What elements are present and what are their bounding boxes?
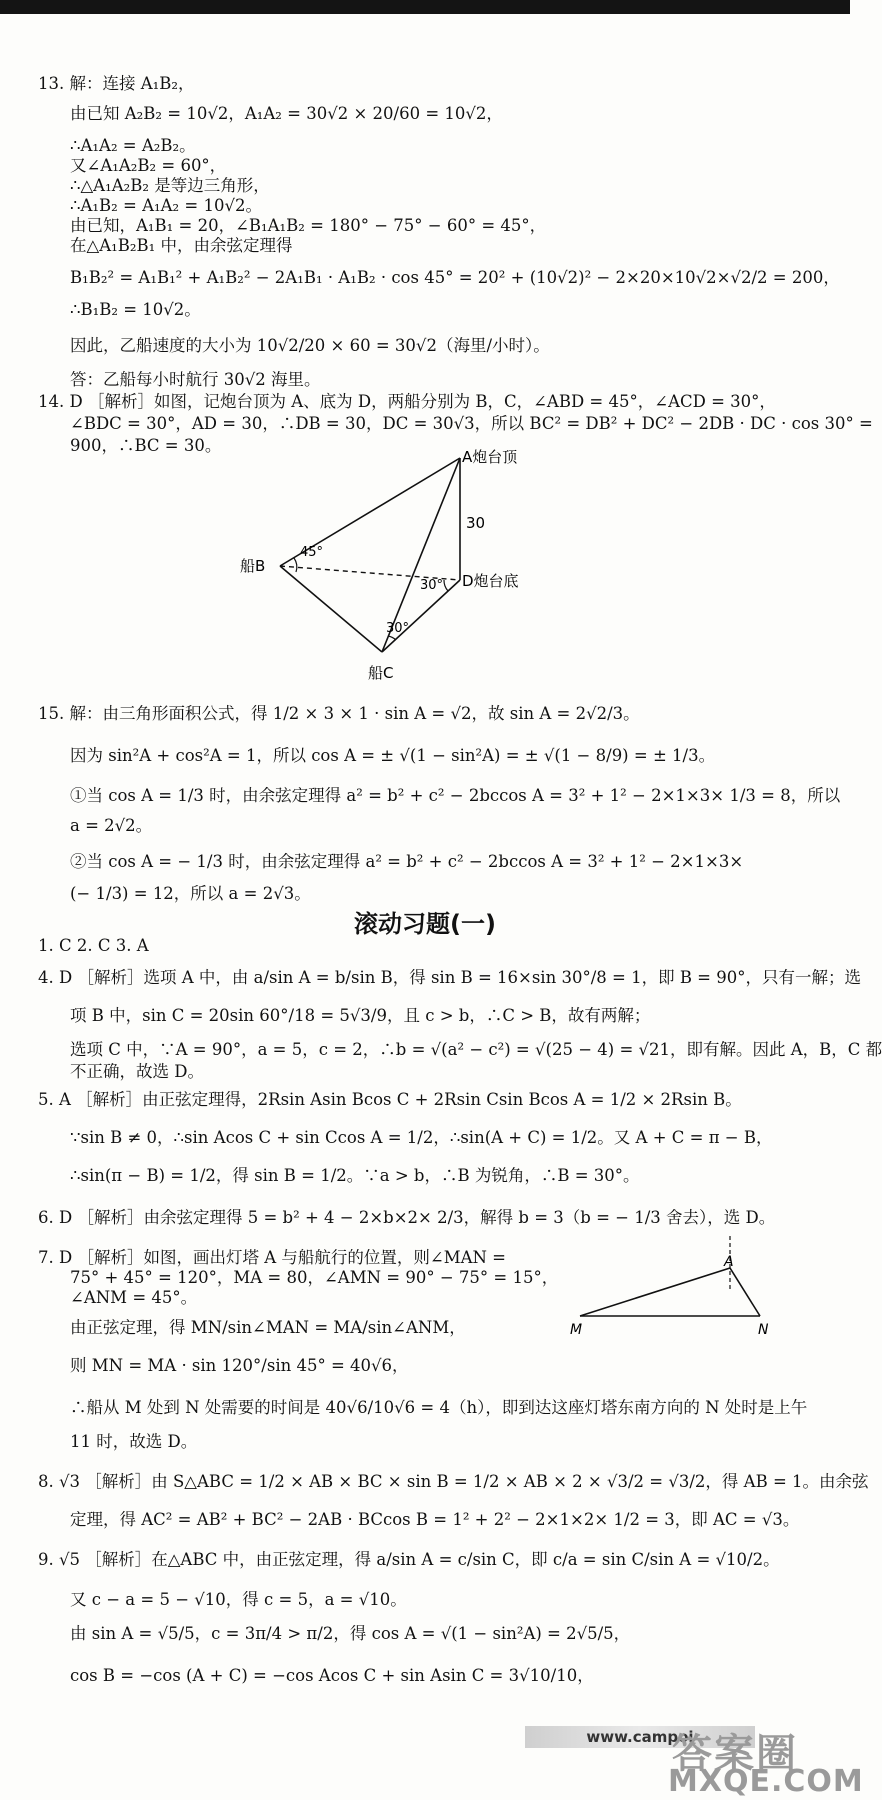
text-line: B₁B₂² = A₁B₁² + A₁B₂² − 2A₁B₁ · A₁B₂ · cos 45° = 20² + (10√2)² − 2×20×10√2×√2/2 = 200，: [70, 268, 840, 287]
fig14-label-b: 船B: [240, 557, 266, 575]
text-line: 11 时，故选 D。: [70, 1432, 198, 1451]
text-line: ∠BDC = 30°，AD = 30，∴DB = 30，DC = 30√3，所以 BC² = DB² + DC² − 2DB · DC · cos 30° =: [70, 414, 873, 433]
text-line: ∴A₁B₂ = A₁A₂ = 10√2。: [70, 196, 262, 215]
text-line: 由 sin A = √5/5，c = 3π/4 > π/2，得 cos A = √(1 − sin²A) = 2√5/5，: [70, 1624, 631, 1643]
text-line: 6. D ［解析］由余弦定理得 5 = b² + 4 − 2×b×2× 2/3，解得 b = 3（b = − 1/3 舍去），选 D。: [38, 1208, 776, 1227]
text-line: ②当 cos A = − 1/3 时，由余弦定理得 a² = b² + c² − 2bccos A = 3² + 1² − 2×1×3×: [70, 852, 744, 871]
text-line: 因为 sin²A + cos²A = 1，所以 cos A = ± √(1 − sin²A) = ± √(1 − 8/9) = ± 1/3。: [70, 746, 716, 765]
fig14-height: 30: [466, 514, 486, 532]
text-line: 又 c − a = 5 − √10，得 c = 5，a = √10。: [70, 1590, 407, 1609]
text-line: 13. 解：连接 A₁B₂，: [38, 74, 195, 93]
text-line: 由正弦定理，得 MN/sin∠MAN = MA/sin∠ANM，: [70, 1318, 466, 1337]
text-line: 5. A ［解析］由正弦定理得，2Rsin Asin Bcos C + 2Rsin Csin Bcos A = 1/2 × 2Rsin B。: [38, 1090, 742, 1109]
fig14-angle-c: 30°: [386, 621, 410, 636]
text-line: 项 B 中，sin C = 20sin 60°/18 = 5√3/9，且 c > b，∴C > B，故有两解；: [70, 1006, 651, 1025]
footer-url: www.campoi: [525, 1726, 755, 1748]
text-line: ∠ANM = 45°。: [70, 1288, 198, 1307]
text-line: 定理，得 AC² = AB² + BC² − 2AB · BCcos B = 1² + 2² − 2×1×2× 1/2 = 3，即 AC = √3。: [70, 1510, 800, 1529]
text-line: 又∠A₁A₂B₂ = 60°，: [70, 156, 227, 175]
fig14-label-a: A炮台顶: [462, 448, 518, 466]
fig14-label-d: D炮台底: [462, 572, 519, 590]
fig7-label-m: M: [570, 1322, 583, 1338]
figure-7-diagram: [560, 1232, 780, 1342]
watermark-bottom-text: MXQE.COM: [668, 1764, 864, 1799]
text-line: 不正确，故选 D。: [70, 1062, 204, 1081]
text-line: 因此，乙船速度的大小为 10√2/20 × 60 = 30√2（海里/小时）。: [70, 336, 550, 355]
text-line: ∴B₁B₂ = 10√2。: [70, 300, 201, 319]
text-line: ∴sin(π − B) = 1/2，得 sin B = 1/2。∵a > b，∴B 为锐角，∴B = 30°。: [70, 1166, 640, 1185]
fig14-angle-b: 45°: [300, 545, 324, 560]
text-line: ∴△A₁A₂B₂ 是等边三角形，: [70, 176, 270, 195]
section-title: 滚动习题(一): [354, 910, 496, 938]
text-line: 由已知 A₂B₂ = 10√2，A₁A₂ = 30√2 × 20/60 = 10√2，: [70, 104, 503, 123]
fig7-label-a: A: [724, 1254, 734, 1270]
text-line: 9. √5 ［解析］在△ABC 中，由正弦定理，得 a/sin A = c/sin C，即 c/a = sin C/sin A = √10/2。: [38, 1550, 780, 1569]
text-line: 15. 解：由三角形面积公式，得 1/2 × 3 × 1 · sin A = √2，故 sin A = 2√2/3。: [38, 704, 640, 723]
text-line: ∴A₁A₂ = A₂B₂。: [70, 136, 196, 155]
text-line: 75° + 45° = 120°，MA = 80，∠AMN = 90° − 75° = 15°，: [70, 1268, 559, 1287]
text-line: 1. C 2. C 3. A: [38, 936, 149, 955]
text-line: 14. D ［解析］如图，记炮台顶为 A、底为 D，两船分别为 B，C，∠ABD = 45°，∠ACD = 30°，: [38, 392, 776, 411]
text-line: 由已知，A₁B₁ = 20，∠B₁A₁B₂ = 180° − 75° − 60° = 45°，: [70, 216, 547, 235]
text-line: a = 2√2。: [70, 816, 153, 835]
text-line: 则 MN = MA · sin 120°/sin 45° = 40√6，: [70, 1356, 409, 1375]
text-line: 7. D ［解析］如图，画出灯塔 A 与船航行的位置，则∠MAN =: [38, 1248, 507, 1267]
text-line: 900，∴BC = 30。: [70, 436, 222, 455]
text-line: 答：乙船每小时航行 30√2 海里。: [70, 370, 321, 389]
text-line: 4. D ［解析］选项 A 中，由 a/sin A = b/sin B，得 sin B = 16×sin 30°/8 = 1，即 B = 90°，只有一解；选: [38, 968, 862, 987]
text-line: 8. √3 ［解析］由 S△ABC = 1/2 × AB × BC × sin B = 1/2 × AB × 2 × √3/2 = √3/2，得 AB = 1。由余弦: [38, 1472, 869, 1491]
fig14-angle-d: 30°: [420, 578, 444, 593]
top-border: [0, 0, 850, 14]
text-line: (− 1/3) = 12，所以 a = 2√3。: [70, 884, 311, 903]
text-line: ①当 cos A = 1/3 时，由余弦定理得 a² = b² + c² − 2bccos A = 3² + 1² − 2×1×3× 1/3 = 8，所以: [70, 786, 841, 805]
watermark-top-text: 答案圈: [672, 1731, 798, 1777]
figure-14-diagram: [240, 448, 560, 710]
watermark-logo: [660, 1720, 864, 1800]
text-line: 选项 C 中，∵A = 90°，a = 5，c = 2，∴b = √(a² − c²) = √(25 − 4) = √21，即有解。因此 A，B，C 都: [70, 1040, 882, 1059]
text-line: cos B = −cos (A + C) = −cos Acos C + sin Asin C = 3√10/10，: [70, 1666, 594, 1685]
fig7-label-n: N: [758, 1322, 769, 1338]
fig14-label-c: 船C: [368, 664, 394, 682]
text-line: ∵sin B ≠ 0，∴sin Acos C + sin Ccos A = 1/2，∴sin(A + C) = 1/2。又 A + C = π − B，: [70, 1128, 773, 1147]
text-line: ∴船从 M 处到 N 处需要的时间是 40√6/10√6 = 4（h），即到达这座灯塔东南方向的 N 处时是上午: [70, 1398, 808, 1417]
text-line: 在△A₁B₂B₁ 中，由余弦定理得: [70, 236, 293, 255]
